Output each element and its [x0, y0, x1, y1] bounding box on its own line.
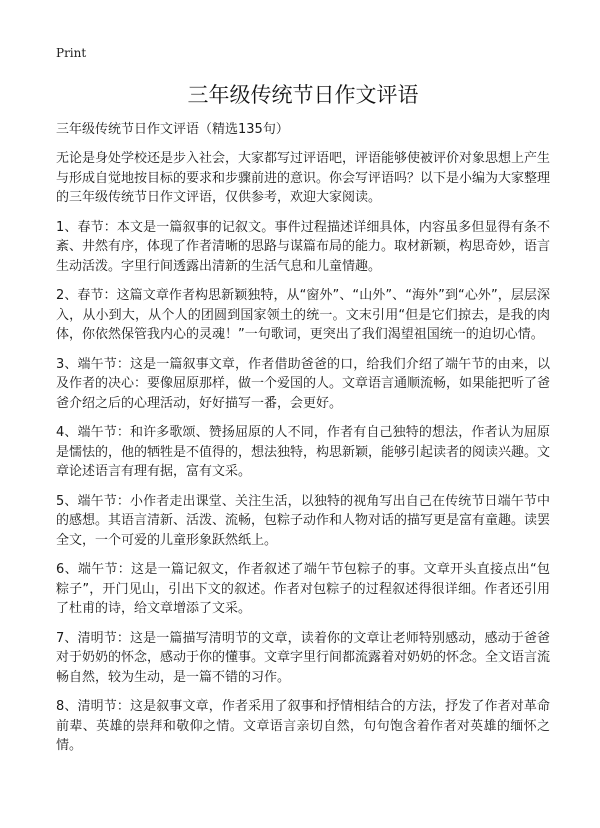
comment-paragraph-4: 4、端午节：和许多歌颂、赞扬屈原的人不同，作者有自己独特的想法，作者认为屈原是懦怯的，他的牺牲是不值得的，想法独特，构思新颖，能够引起读者的阅读兴趣。文章论述语言有理有据，富有文采。 [56, 425, 551, 479]
page-title: 三年级传统节日作文评语 [187, 83, 419, 107]
comment-paragraph-2: 2、春节：这篇文章作者构思新颖独特，从“窗外”、“山外”、“海外”到“心外”，层层深入，从小到大，从个人的团圆到国家领土的统一。文末引用“但是它们掠去，是我的肉体，你依然保管我内心的灵魂！”一句歌词，更突出了我们渴望祖国统一的迫切心情。 [56, 288, 550, 342]
article-body [56, 149, 550, 766]
comment-paragraph-8: 8、清明节：这是叙事文章，作者采用了叙事和抒情相结合的方法，抒发了作者对革命前辈、英雄的崇拜和敬仰之情。文章语言亲切自然，句句饱含着作者对英雄的缅怀之情。 [56, 699, 550, 753]
comment-paragraph-5: 5、端午节：小作者走出课堂、关注生活，以独特的视角写出自己在传统节日端午节中的感想。其语言清新、活泼、流畅，包粽子动作和人物对话的描写更是富有童趣。读罢全文，一个可爱的儿童形象跃然纸上。 [56, 493, 551, 548]
comment-paragraph-6: 6、端午节：这是一篇记叙文，作者叙述了端午节包粽子的事。文章开头直接点出“包粽子”，开门见山，引出下文的叙述。作者对包粽子的过程叙述得很详细。作者还引用了杜甫的诗，给文章增添了文采。 [56, 562, 550, 616]
print-link[interactable]: Print [56, 46, 87, 60]
article-subtitle: 三年级传统节日作文评语（精选135句） [56, 122, 289, 137]
intro-paragraph: 无论是身处学校还是步入社会，大家都写过评语吧，评语能够使被评价对象思想上产生与形成自觉地按目标的要求和步骤前进的意识。你会写评语吗？以下是小编为大家整理的三年级传统节日作文评语，仅供参考，欢迎大家阅读。 [56, 151, 551, 205]
comment-paragraph-7: 7、清明节：这是一篇描写清明节的文章，读着你的文章让老师特别感动，感动于爸爸对于奶奶的怀念，感动于你的懂事。文章字里行间都流露着对奶奶的怀念。全文语言流畅自然，较为生动，是一篇不错的习作。 [56, 630, 551, 685]
comment-paragraph-1: 1、春节：本文是一篇叙事的记叙文。事件过程描述详细具体，内容虽多但显得有条不紊、井然有序，体现了作者清晰的思路与谋篇布局的能力。取材新颖，构思奇妙，语言生动活泼。字里行间透露出清新的生活气息和儿童情趣。 [56, 219, 551, 274]
comment-paragraph-3: 3、端午节：这是一篇叙事文章，作者借助爸爸的口，给我们介绍了端午节的由来，以及作者的决心：要像屈原那样，做一个爱国的人。文章语言通顺流畅，如果能把听了爸爸介绍之后的心理活动，好好描写一番，会更好。 [56, 356, 551, 411]
